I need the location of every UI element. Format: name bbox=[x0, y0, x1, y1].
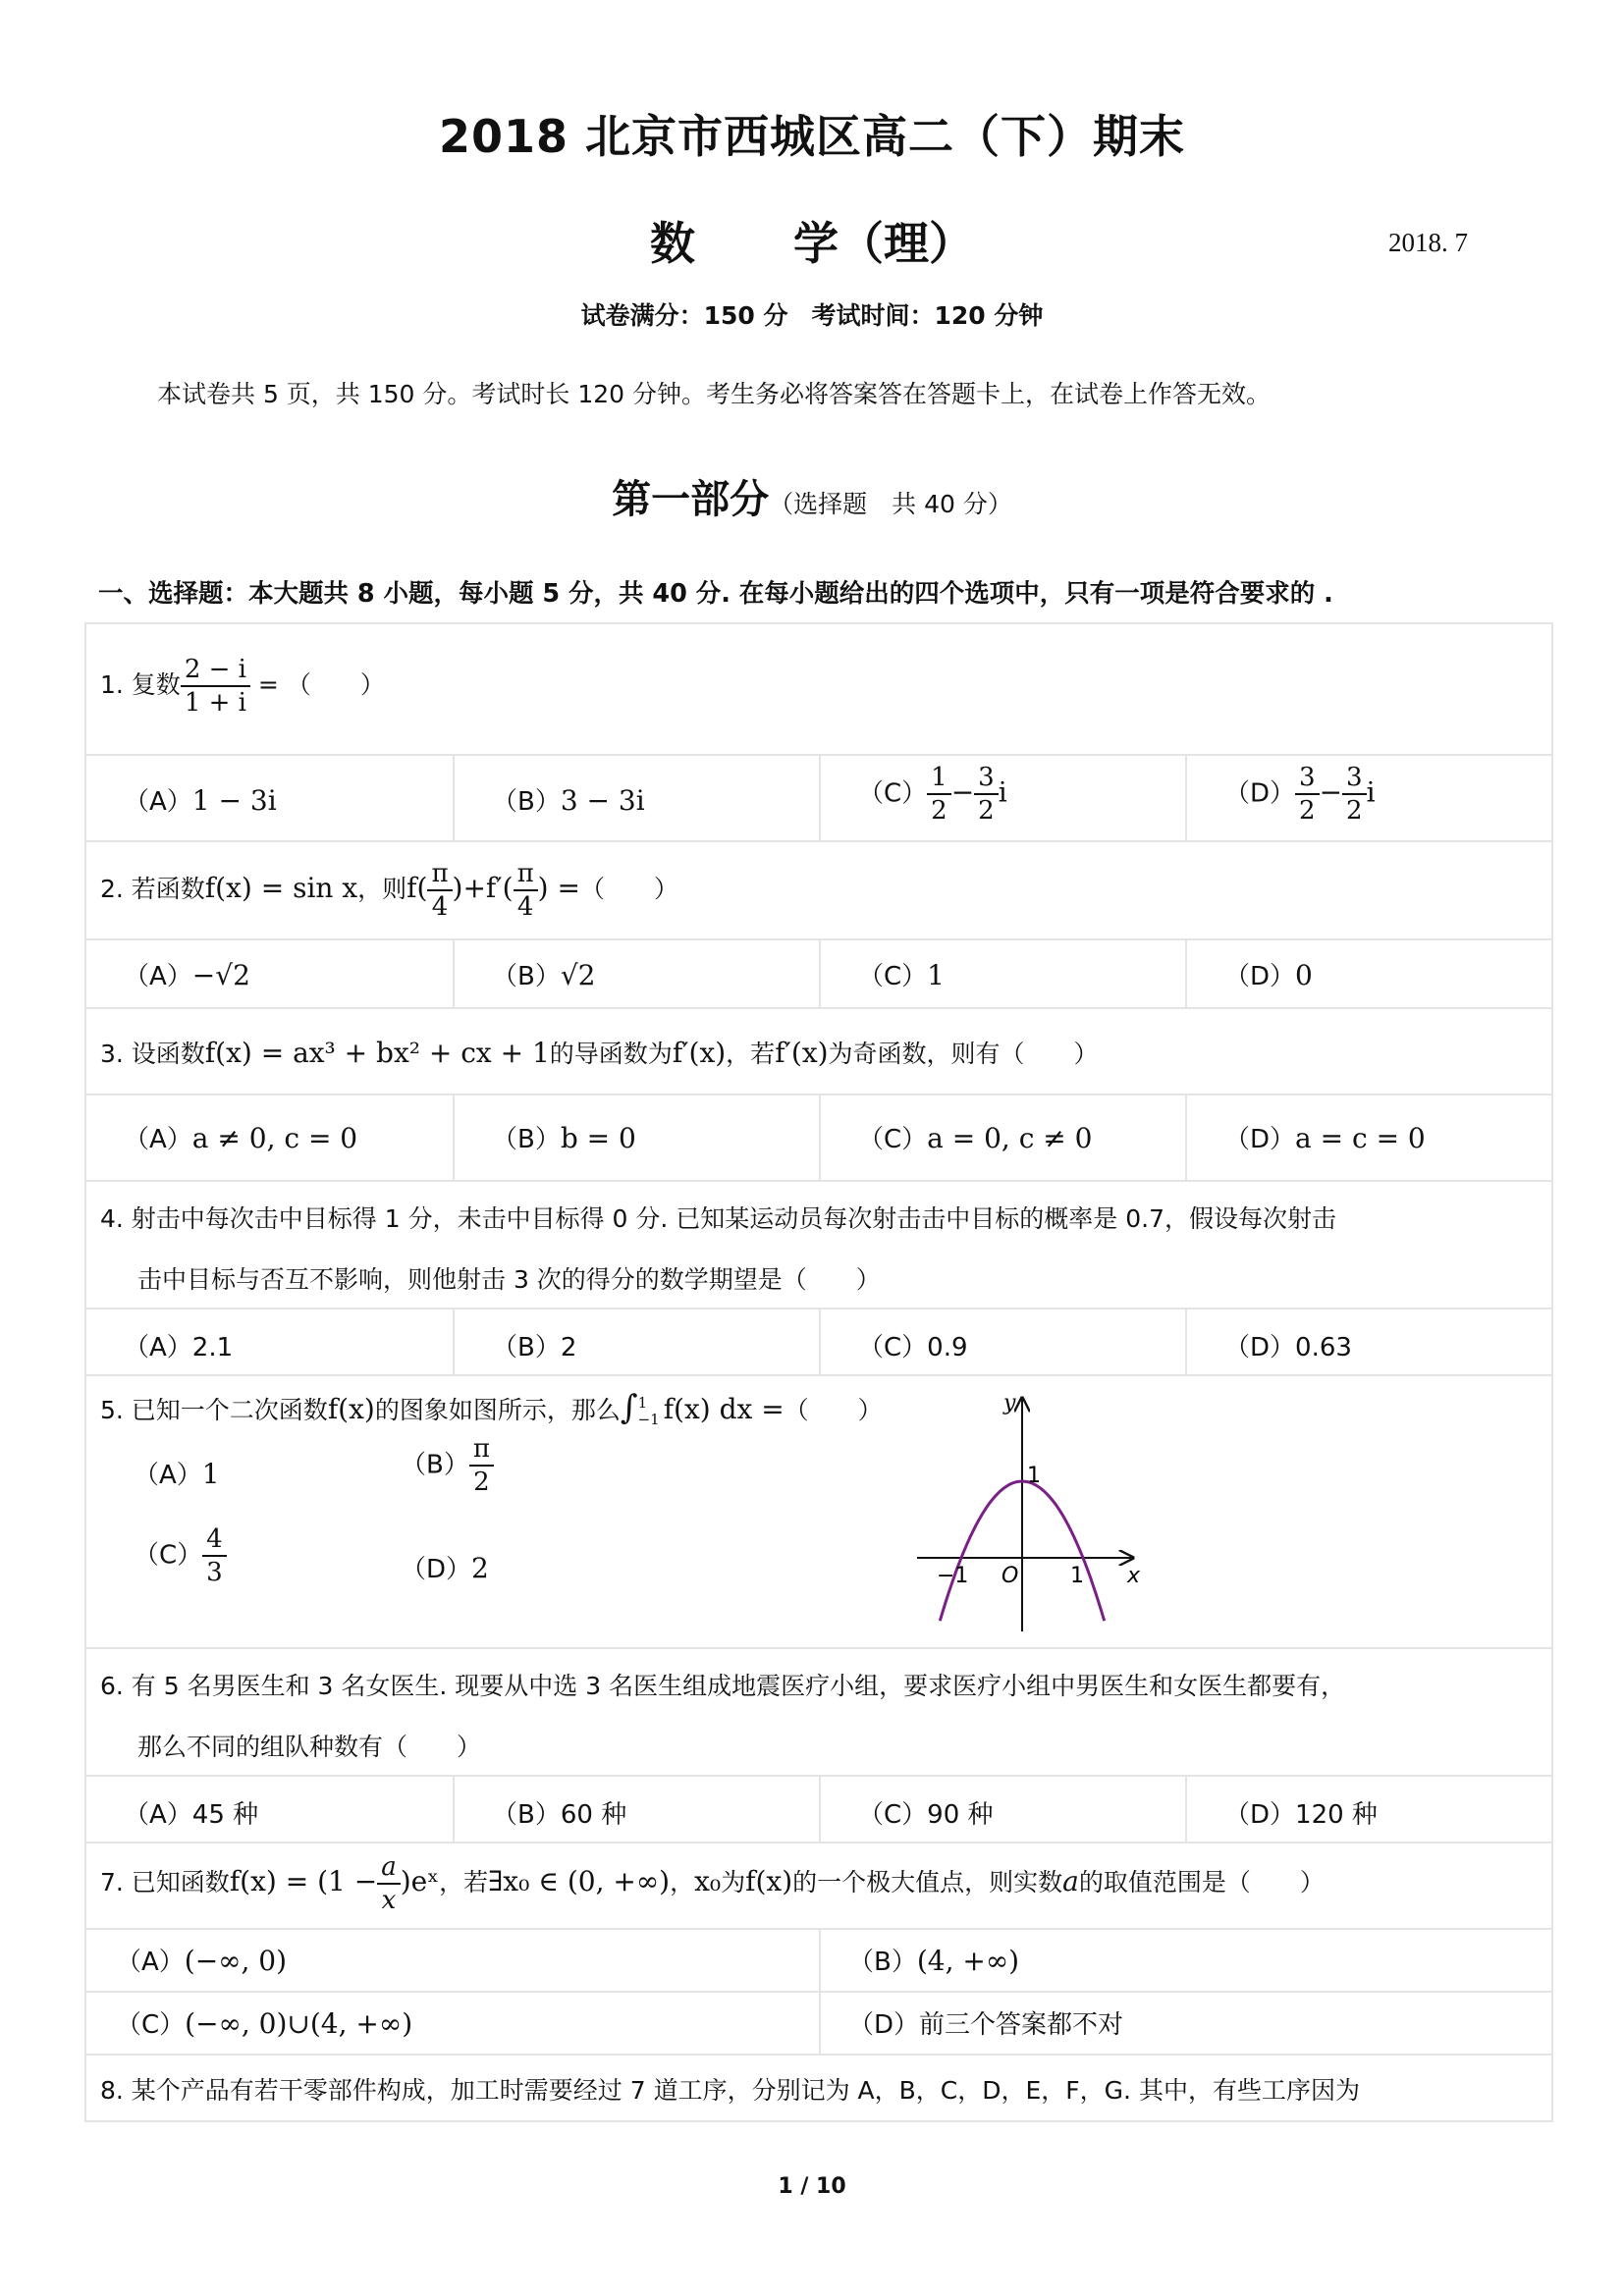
integral-lower: −1 bbox=[637, 1411, 660, 1428]
q8-line-1: 8. 某个产品有若干零部件构成，加工时需要经过 7 道工序，分别记为 A，B，C，D，E，F，G. 其中，有些工序因为 bbox=[100, 2076, 1360, 2105]
part-title: 第一部分 bbox=[612, 477, 770, 522]
q5-stem bbox=[100, 1388, 883, 1428]
q2-stem-row bbox=[86, 840, 1551, 938]
subject-heading bbox=[0, 208, 1624, 273]
q2-blank: （ ） bbox=[579, 875, 678, 903]
option-label: （C） bbox=[858, 778, 928, 809]
option-label: （C） bbox=[134, 1540, 203, 1571]
q3-tail: 为奇函数，则有（ ） bbox=[828, 1040, 1099, 1068]
option-label: （B） bbox=[492, 962, 561, 991]
q7-option-d[interactable] bbox=[819, 1993, 1551, 2054]
option-label: （B） bbox=[492, 1125, 561, 1154]
q6-stem-row bbox=[86, 1647, 1551, 1775]
q1-numerator: 2 − i bbox=[181, 654, 250, 687]
parabola-graph bbox=[909, 1384, 1145, 1639]
denominator: 4 bbox=[516, 892, 534, 922]
q6-line-1: 6. 有 5 名男医生和 3 名女医生. 现要从中选 3 名医生组成地震医疗小组，要求医疗小组中男医生和女医生都要有， bbox=[100, 1672, 1346, 1700]
denominator: 3 bbox=[206, 1558, 223, 1587]
option-label: （A） bbox=[116, 1948, 185, 1977]
page-number: 1 / 10 bbox=[778, 2174, 846, 2199]
q7-options-row-2 bbox=[86, 1991, 1551, 2054]
q4-line-1: 4. 射击中每次击中目标得 1 分，未击中目标得 0 分. 已知某运动员每次射击击中目标的概率是 0.7，假设每次射击 bbox=[100, 1204, 1337, 1233]
option-value: 0 bbox=[1295, 959, 1313, 991]
option-value: 0.9 bbox=[927, 1333, 968, 1362]
minus: − bbox=[950, 775, 975, 809]
q3-options-row bbox=[86, 1094, 1551, 1180]
q1-option-d[interactable] bbox=[1185, 756, 1551, 840]
meta-time: 考试时间：120 分钟 bbox=[811, 301, 1044, 330]
option-label: （D） bbox=[1224, 778, 1296, 809]
q7-a-var: a bbox=[1062, 1865, 1079, 1897]
subject-left: 数 bbox=[650, 217, 695, 270]
origin-label: O bbox=[1001, 1564, 1019, 1588]
option-label: （D） bbox=[1224, 1125, 1296, 1154]
q7-stem-row bbox=[86, 1842, 1551, 1928]
option-value: 1 bbox=[201, 1458, 220, 1490]
fraction bbox=[1342, 762, 1367, 827]
fraction bbox=[469, 1433, 494, 1498]
q7-prefix: 7. 已知函数 bbox=[100, 1868, 230, 1896]
option-value: (4, +∞) bbox=[916, 1945, 1020, 1977]
q7-function-start: f(x) = (1 − bbox=[229, 1865, 378, 1897]
denominator: 2 bbox=[978, 796, 995, 826]
q2-stem bbox=[100, 858, 678, 923]
denominator: 4 bbox=[431, 892, 449, 922]
q1-options-row bbox=[86, 754, 1551, 840]
q3-derivative: f′(x) bbox=[672, 1037, 727, 1069]
q7-option-c[interactable] bbox=[86, 1993, 819, 2054]
q4-option-d[interactable] bbox=[1185, 1309, 1551, 1374]
denominator: x bbox=[381, 1886, 397, 1915]
integral-upper: 1 bbox=[637, 1394, 648, 1412]
option-value: a = 0, c ≠ 0 bbox=[927, 1122, 1093, 1154]
option-value: √2 bbox=[560, 959, 596, 991]
q7-option-a[interactable] bbox=[86, 1930, 819, 1991]
option-label: （C） bbox=[116, 2010, 186, 2040]
q2-option-b[interactable] bbox=[453, 940, 819, 1007]
q7-tail-2: 的取值范围是（ ） bbox=[1078, 1868, 1325, 1896]
q5-prefix: 5. 已知一个二次函数 bbox=[100, 1396, 328, 1424]
option-value: 120 种 bbox=[1295, 1800, 1378, 1830]
q7-function-2: f(x) bbox=[745, 1865, 793, 1897]
option-value: 0.63 bbox=[1295, 1333, 1352, 1362]
q1-stem-row bbox=[86, 624, 1551, 754]
option-value: 60 种 bbox=[560, 1800, 627, 1830]
option-value: 2.1 bbox=[191, 1333, 234, 1362]
y-tick-one: 1 bbox=[1027, 1464, 1041, 1488]
option-value: −√2 bbox=[191, 959, 250, 991]
numerator: 3 bbox=[1295, 762, 1320, 795]
q5-option-d[interactable] bbox=[401, 1549, 489, 1585]
option-label: （D） bbox=[1224, 1333, 1296, 1362]
q3-option-c[interactable] bbox=[819, 1095, 1185, 1180]
q1-fraction bbox=[181, 654, 250, 719]
q3-stem bbox=[100, 1035, 1099, 1070]
option-value: 90 种 bbox=[927, 1800, 994, 1830]
q2-function: f(x) = sin x bbox=[204, 872, 358, 904]
q6-options-row bbox=[86, 1775, 1551, 1842]
q7-tail-1: 的一个极大值点，则实数 bbox=[792, 1868, 1063, 1896]
q1-suffix: = （ ） bbox=[249, 670, 385, 699]
q6-option-a[interactable] bbox=[86, 1777, 453, 1842]
option-label: （A） bbox=[124, 787, 192, 817]
option-label: （A） bbox=[124, 962, 192, 991]
q2-f-open: f( bbox=[406, 872, 428, 904]
fraction bbox=[202, 1523, 227, 1588]
q1-option-c[interactable] bbox=[819, 756, 1185, 840]
q7-options-row-1 bbox=[86, 1928, 1551, 1991]
q5-option-b[interactable] bbox=[401, 1433, 494, 1498]
q3-stem-row bbox=[86, 1007, 1551, 1094]
q4-option-a[interactable] bbox=[86, 1309, 453, 1374]
q7-mid-2: ， bbox=[670, 1868, 695, 1896]
q1-option-a[interactable] bbox=[86, 756, 453, 840]
part-heading bbox=[0, 468, 1624, 524]
q5-integrand: f(x) dx = bbox=[663, 1393, 785, 1425]
numerator: a bbox=[377, 1851, 401, 1885]
y-axis-label: y bbox=[1003, 1391, 1016, 1415]
denominator: 2 bbox=[473, 1468, 490, 1497]
numerator: π bbox=[514, 858, 538, 891]
q3-option-a[interactable] bbox=[86, 1095, 453, 1180]
fraction bbox=[974, 762, 999, 827]
exam-date: 2018. 7 bbox=[1388, 228, 1468, 257]
exam-meta bbox=[0, 296, 1624, 332]
numerator: 1 bbox=[927, 762, 951, 795]
option-label: （D） bbox=[1224, 1800, 1296, 1830]
denominator: 2 bbox=[1299, 796, 1316, 826]
q2-option-a[interactable] bbox=[86, 940, 453, 1007]
fraction bbox=[1295, 762, 1320, 827]
q2-option-c[interactable] bbox=[819, 940, 1185, 1007]
option-value: a = c = 0 bbox=[1295, 1122, 1426, 1154]
question-table bbox=[84, 622, 1553, 2122]
q3-mid-2: ，若 bbox=[726, 1040, 776, 1068]
option-label: （C） bbox=[858, 1125, 928, 1154]
option-label: （B） bbox=[492, 1800, 561, 1830]
numerator: 3 bbox=[974, 762, 999, 795]
q2-mid: ，则 bbox=[357, 875, 407, 903]
q5-mid: 的图象如图所示，那么 bbox=[374, 1396, 621, 1424]
q7-fraction bbox=[377, 1851, 401, 1916]
q7-option-b[interactable] bbox=[819, 1930, 1551, 1991]
q3-option-d[interactable] bbox=[1185, 1095, 1551, 1180]
option-label: （C） bbox=[858, 1800, 928, 1830]
option-value: 1 − 3i bbox=[191, 784, 277, 817]
option-label: （A） bbox=[124, 1125, 192, 1154]
q6-option-c[interactable] bbox=[819, 1777, 1185, 1842]
q2-fraction-1 bbox=[427, 858, 452, 923]
option-label: （D） bbox=[848, 2010, 920, 2040]
numerator: 4 bbox=[202, 1523, 227, 1557]
exam-title: 2018 北京市西城区高二（下）期末 bbox=[438, 110, 1186, 163]
option-label: （B） bbox=[401, 1450, 469, 1480]
q7-function-end: )eˣ bbox=[400, 1865, 440, 1897]
numerator: 3 bbox=[1342, 762, 1367, 795]
option-value: 45 种 bbox=[191, 1800, 259, 1830]
option-value: (−∞, 0) bbox=[184, 1945, 288, 1977]
q2-close-2: ) = bbox=[537, 872, 580, 904]
x-tick-neg-one: −1 bbox=[937, 1564, 969, 1588]
option-label: （A） bbox=[124, 1800, 192, 1830]
fraction bbox=[927, 762, 951, 827]
q7-x0: x₀ bbox=[694, 1865, 722, 1897]
q6-option-d[interactable] bbox=[1185, 1777, 1551, 1842]
q2-fprime-open: f′( bbox=[485, 872, 514, 904]
numerator: π bbox=[469, 1433, 494, 1467]
q3-prefix: 3. 设函数 bbox=[100, 1040, 205, 1068]
q7-stem bbox=[100, 1851, 1325, 1916]
integral-limits bbox=[638, 1395, 660, 1428]
q1-stem bbox=[100, 654, 385, 719]
part-note: （选择题 共 40 分） bbox=[769, 490, 1012, 518]
option-label: （A） bbox=[134, 1461, 202, 1490]
numerator: π bbox=[427, 858, 452, 891]
q4-stem-row bbox=[86, 1180, 1551, 1308]
q3-derivative-2: f′(x) bbox=[775, 1037, 829, 1069]
subject-right: 学（理） bbox=[793, 217, 974, 270]
q6-line-2: 那么不同的组队种数有（ ） bbox=[137, 1733, 482, 1761]
q3-function: f(x) = ax³ + bx² + cx + 1 bbox=[204, 1037, 550, 1069]
option-value: a ≠ 0, c = 0 bbox=[191, 1122, 358, 1154]
option-value: 3 − 3i bbox=[560, 784, 645, 817]
q5-option-c[interactable] bbox=[134, 1523, 227, 1588]
option-value: (−∞, 0)∪(4, +∞) bbox=[185, 2007, 413, 2040]
q7-mid-1: ，若 bbox=[439, 1868, 489, 1896]
q2-options-row bbox=[86, 938, 1551, 1007]
option-value: 2 bbox=[560, 1333, 577, 1362]
q4-line-2: 击中目标与否互不影响，则他射击 3 次的得分的数学期望是（ ） bbox=[137, 1265, 881, 1294]
meta-score: 试卷满分：150 分 bbox=[580, 301, 788, 330]
option-label: （A） bbox=[124, 1333, 192, 1362]
option-value: 1 bbox=[927, 959, 945, 991]
q3-option-b[interactable] bbox=[453, 1095, 819, 1180]
q2-close-1: )+ bbox=[452, 872, 486, 904]
q5-blank: （ ） bbox=[784, 1396, 883, 1424]
q2-prefix: 2. 若函数 bbox=[100, 875, 205, 903]
q4-option-c[interactable] bbox=[819, 1309, 1185, 1374]
option-value: b = 0 bbox=[560, 1122, 636, 1154]
q5-option-a[interactable] bbox=[134, 1455, 220, 1491]
integral-sign: ∫ bbox=[620, 1388, 638, 1427]
q2-option-d[interactable] bbox=[1185, 940, 1551, 1007]
imag-unit: i bbox=[1366, 775, 1376, 809]
q1-option-b[interactable] bbox=[453, 756, 819, 840]
denominator: 2 bbox=[931, 796, 947, 826]
q1-prefix: 1. 复数 bbox=[100, 670, 181, 699]
q1-denominator: 1 + i bbox=[184, 688, 246, 718]
option-label: （C） bbox=[858, 962, 928, 991]
q7-mid-3: 为 bbox=[721, 1868, 746, 1896]
exam-notice: 本试卷共 5 页，共 150 分。考试时长 120 分钟。考生务必将答案答在答题卡上，在试卷上作答无效。 bbox=[157, 380, 1272, 408]
q5-function: f(x) bbox=[327, 1393, 375, 1425]
q3-mid-1: 的导函数为 bbox=[549, 1040, 673, 1068]
minus: − bbox=[1319, 775, 1343, 809]
option-label: （D） bbox=[401, 1555, 472, 1584]
option-label: （D） bbox=[1224, 962, 1296, 991]
option-label: （C） bbox=[858, 1333, 928, 1362]
q5-block bbox=[86, 1374, 1551, 1647]
q7-exists: ∃x₀ ∈ (0, +∞) bbox=[488, 1865, 671, 1897]
section-instructions: 一、选择题：本大题共 8 小题，每小题 5 分，共 40 分. 在每小题给出的四个选项中，只有一项是符合要求的 . bbox=[98, 579, 1333, 609]
option-label: （B） bbox=[848, 1948, 917, 1977]
x-tick-pos-one: 1 bbox=[1070, 1564, 1084, 1588]
denominator: 2 bbox=[1346, 796, 1363, 826]
imag-unit: i bbox=[998, 775, 1007, 809]
option-value: 前三个答案都不对 bbox=[919, 2010, 1124, 2040]
x-axis-label: x bbox=[1127, 1564, 1141, 1588]
q8-stem-row bbox=[86, 2054, 1551, 2120]
option-label: （B） bbox=[492, 1333, 561, 1362]
q4-options-row bbox=[86, 1308, 1551, 1374]
q4-option-b[interactable] bbox=[453, 1309, 819, 1374]
q6-option-b[interactable] bbox=[453, 1777, 819, 1842]
option-value: 2 bbox=[471, 1552, 489, 1584]
option-label: （B） bbox=[492, 787, 561, 817]
q2-fraction-2 bbox=[514, 858, 538, 923]
